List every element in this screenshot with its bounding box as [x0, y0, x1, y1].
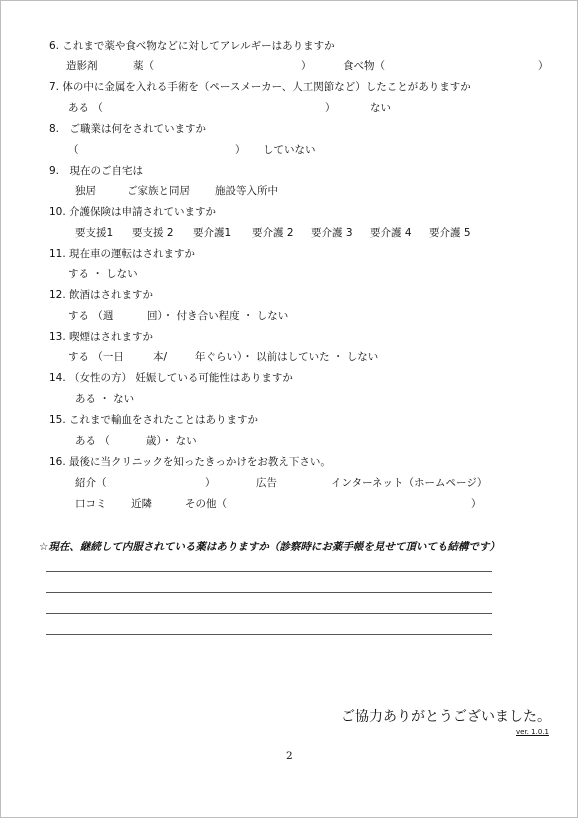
question-6: 6. これまで薬や食べ物などに対してアレルギーはありますか	[49, 40, 335, 52]
option-care-3[interactable]: 要介護 3	[311, 227, 353, 239]
version-label: ver. 1.0.1	[516, 728, 549, 736]
option-transfusion-yes[interactable]: ある （	[75, 435, 110, 447]
option-food-open[interactable]: 食べ物（	[343, 60, 385, 72]
option-referral-open[interactable]: 紹介（	[75, 477, 107, 489]
option-advertisement[interactable]: 広告	[256, 477, 277, 489]
option-smoke-count: 本/	[153, 351, 168, 363]
option-yes-close: ）	[325, 102, 336, 114]
option-food-close: ）	[538, 60, 549, 72]
option-contrast-agent[interactable]: 造影剤	[66, 60, 98, 72]
question-16: 16. 最後に当クリニックを知ったきっかけをお教え下さい。	[49, 456, 331, 468]
option-drug-open[interactable]: 薬（	[133, 60, 154, 72]
option-care-5[interactable]: 要介護 5	[429, 227, 471, 239]
option-word-of-mouth[interactable]: 口コミ	[75, 498, 107, 510]
question-14: 14. （女性の方） 妊娠している可能性はありますか	[49, 372, 293, 384]
option-living-alone[interactable]: 独居	[75, 185, 96, 197]
option-not-working[interactable]: していない	[263, 144, 316, 156]
option-support-2[interactable]: 要支援 2	[132, 227, 174, 239]
answer-line-3[interactable]	[46, 613, 492, 614]
option-pregnancy-yes-no[interactable]: ある ・ ない	[75, 393, 135, 405]
option-drive-yes-no[interactable]: する ・ しない	[68, 268, 138, 280]
option-internet[interactable]: インターネット（ホームページ）	[331, 477, 488, 489]
question-9: 9. 現在のご自宅は	[49, 165, 144, 177]
question-8: 8. ご職業は何をされていますか	[49, 123, 207, 135]
answer-line-4[interactable]	[46, 634, 492, 635]
option-smoke-years[interactable]: 年ぐらい）・ 以前はしていた ・ しない	[195, 351, 379, 363]
question-10: 10. 介護保険は申請されていますか	[49, 206, 217, 218]
question-12: 12. 飲酒はされますか	[49, 289, 154, 301]
option-drink-other[interactable]: 回）・ 付き合い程度 ・ しない	[147, 310, 289, 322]
option-occupation-close: ）	[235, 144, 246, 156]
answer-line-2[interactable]	[46, 592, 492, 593]
question-15: 15. これまで輸血をされたことはありますか	[49, 414, 259, 426]
option-other-close: ）	[471, 498, 482, 510]
page-number: 2	[286, 750, 293, 762]
option-in-facility[interactable]: 施設等入所中	[215, 185, 278, 197]
answer-line-1[interactable]	[46, 571, 492, 572]
option-transfusion-age-no[interactable]: 歳）・ ない	[146, 435, 197, 447]
option-care-2[interactable]: 要介護 2	[252, 227, 294, 239]
option-nearby[interactable]: 近隣	[131, 498, 152, 510]
thank-you-message: ご協力ありがとうございました。	[341, 709, 551, 725]
option-care-4[interactable]: 要介護 4	[370, 227, 412, 239]
question-7: 7. 体の中に金属を入れる手術を（ペースメーカー、人工関節など）したことがありますか	[49, 81, 471, 93]
option-no[interactable]: ない	[370, 102, 391, 114]
option-drink-weekly[interactable]: する （週	[68, 310, 114, 322]
option-drug-close: ）	[301, 60, 312, 72]
option-smoke-daily[interactable]: する （一日	[68, 351, 124, 363]
question-13: 13. 喫煙はされますか	[49, 331, 154, 343]
medication-note: ☆現在、継続して内服されている薬はありますか（診察時にお薬手帳を見せて頂いても結構です）	[39, 541, 500, 553]
option-other-open[interactable]: その他（	[185, 498, 227, 510]
option-referral-close: ）	[205, 477, 216, 489]
option-occupation-open[interactable]: （	[68, 144, 79, 156]
option-with-family[interactable]: ご家族と同居	[127, 185, 190, 197]
option-support-1[interactable]: 要支援1	[75, 227, 114, 239]
question-11: 11. 現在車の運転はされますか	[49, 248, 196, 260]
option-care-1[interactable]: 要介護1	[193, 227, 232, 239]
option-yes-open[interactable]: ある （	[68, 102, 103, 114]
